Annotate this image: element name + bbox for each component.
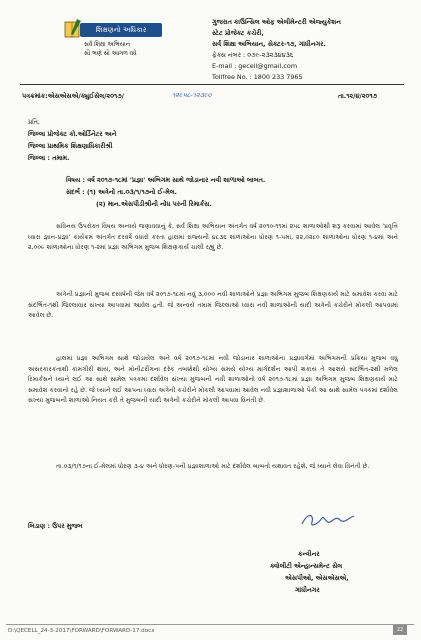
handwritten-signature: [298, 510, 358, 530]
logo-line-1: સર્વ શિક્ષા અભિયાન: [84, 42, 130, 48]
recipient-prati: પ્રતિ,: [28, 118, 40, 126]
org-email[interactable]: E-mail : gecell@gmail.com: [212, 62, 298, 70]
body-paragraph-1: સવિનય ઉપરોક્ત વિષય અન્વયે જણાવવાનું કે, સર્વ શિક્ષા અભિયાન અંતર્ગત વર્ષ ૨૦૧૦-૧૧માં ૨૫૮ શાળાઓથી શરૂ કરવામાં આવેલ 'પ્રવૃત્તિ ધ્વારા જ્ઞાન-પ્રજ્ઞા' કાર્યક્રમ અંતર્ગત દરવર્ષે વધારો કરતા હાલમાં રાજ્યની ૪૮૩૬ શાળાઓના ધોરણ ૧-૫માં, ૨૨,૦૨૮૦ શાળાઓના ધોરણ ૧-૪માં અને ૨,૦૦૯ શાળાઓના ધોરણ ૧-૨માં પ્રજ્ઞા અભિગમ મુજબ શિક્ષણકાર્ય ચાલી રહ્યુ છે.: [28, 223, 398, 252]
page-number: 22: [393, 625, 407, 635]
signatory-title: કન્વીનર: [298, 550, 320, 558]
footer-file-path: D:\QECELL_24-3-2017\FORWARD\FORWARD-17.docx: [8, 628, 155, 634]
reference-date: તા.૧૨/૪/૨૦૧૭: [338, 92, 377, 100]
signatory-line-3: ગાંધીનગર: [295, 586, 320, 594]
recipient-line-3: જિલ્લા : તમામ.: [28, 154, 70, 162]
handwritten-number: ૧૨૯૫૮-૧૨૩૯૦: [172, 91, 212, 99]
header-divider: [20, 84, 404, 85]
org-name: ગુજરાત કાઉન્સિલ ઓફ એલીમેન્ટરી એજ્યુકેશન: [212, 18, 341, 26]
body-paragraph-2: અત્રેની પ્રજ્ઞાની મુજબ દરવર્ષની જેમ વર્ષ ૨૦૧૭-૧૮માં નવું ૩,૦૦૦ નવી શાળાઓને પ્રજ્ઞા અભિગમ મુજબ શિક્ષણકાર્ય માટે સમાવેશ કરવા માટે સંદર્ભિત-૧થી જિલ્લાવાર સંખ્યા આપવામાં આવેલ હતી. જે અન્વયે તમામ જિલ્લાઓ ધ્વારા નવી શાળાઓની યાદી અત્રેની કચેરીને મોકલી આપવામાં આવેલ છે.: [28, 291, 398, 320]
recipient-line-2: જિલ્લા પ્રાથમિક શિક્ષણાધિકારીશ્રી: [28, 142, 113, 150]
enclosure: બિડાણ : ઉપર મુજબ: [28, 522, 83, 530]
body-paragraph-4: તા.૦૩/૧/૧૭ના ઈ-મેલમાં ધોરણ ૩-૪ અને ધોરણ-૫ની પ્રજ્ઞાશાળાઓ માટે દર્શાવેલ બાબતો યથાવત રહેશે, જે ધ્યાને લેવા વિનંતી છે.: [56, 463, 370, 470]
reference-2: (૨) માન.એસપીડીશ્રીની નોંધ પરની રિમાર્કસ.: [96, 200, 212, 208]
body-paragraph-3: હાલમાં પ્રજ્ઞા અભિગમ સાથે જોડાયેલ અને વર્ષ ૨૦૧૭-૧૮માં નવી જોડાનાર શાળાઓના પ્રજ્ઞાવર્ગમાં અભિગમની પ્રક્રિયા મુજબ વધુ અસરકારકતાથી કામગીરી થાય, અને મોનીટરીંગના દરેક તબક્કેથી યોગ્ય સમયે યોગ્ય માર્ગદર્શન આપી શકાય તે આશયે સંદર્ભિત-૨થી મળેલ રિમાર્કસને ધ્યાને લઈ આ સાથે સામેલ પત્રકમાં દર્શાવેલ સંખ્યા મુજબની નવી શાળાઓનો વર્ષ ૨૦૧૭-૧૮માં પ્રજ્ઞા અભિગમ મુજબ શિક્ષણકાર્ય માટે સમાવેશ કરવાનો રહે છે. જે ધ્યાને લઈ આપના ધ્વારા અત્રેની કચેરીને મોકલી આપવામાં આવેલ નવી પ્રજ્ઞાશાળાઓ પૈકી આ સાથે સામેલ પત્રકમાં દર્શાવેલ સંખ્યા મુજબની શાળાઓ નિયત કરી તે મુજબની યાદી અત્રેની કચેરીને મોકલી આપવા વિનંતી છે.: [28, 355, 398, 405]
org-address: સર્વ શિક્ષા અભિયાન, સેક્ટર-૧૭, ગાંધીનગર.: [212, 40, 326, 48]
logo-line-2: સૌ ભણે સૌ આગળ વધે: [84, 51, 137, 57]
logo-banner: શિક્ષણનો અધિકાર: [80, 23, 162, 37]
signatory-line-1: ક્વોલીટી એન્હાન્સમેન્ટ સેલ: [270, 562, 343, 570]
signatory-line-2: એસપીઓ, એસએસએ,: [285, 574, 349, 582]
reference-number: પત્રક્રમાંક:એસએસએ/ક્યુઈસેલ/૨૦૧૭/: [22, 92, 124, 100]
org-office: સ્ટેટ પ્રોજેક્ટ કચેરી,: [212, 29, 264, 37]
footer-divider: [6, 624, 414, 625]
reference-1: સંદર્ભ : (૧) અત્રેનો તા.૦૩/૧/૧૭નો ઈ-મેલ.: [66, 188, 177, 196]
recipient-line-1: જિલ્લા પ્રોજેક્ટ કો.ઓર્ડિનેટર અને: [28, 130, 117, 138]
org-fax: ફેક્સ નંબર : ૦૭૯-૨૩૨૩૪૪૩૬: [212, 51, 294, 59]
subject-line: વિષય : વર્ષ ૨૦૧૭-૧૮માં 'પ્રજ્ઞા' અભિગમ સાથે જોડાનાર નવી શાળાઓ બાબત.: [66, 176, 266, 184]
ssa-logo: [62, 18, 174, 76]
org-tollfree: Tollfree No. : 1800 233 7965: [212, 73, 303, 81]
